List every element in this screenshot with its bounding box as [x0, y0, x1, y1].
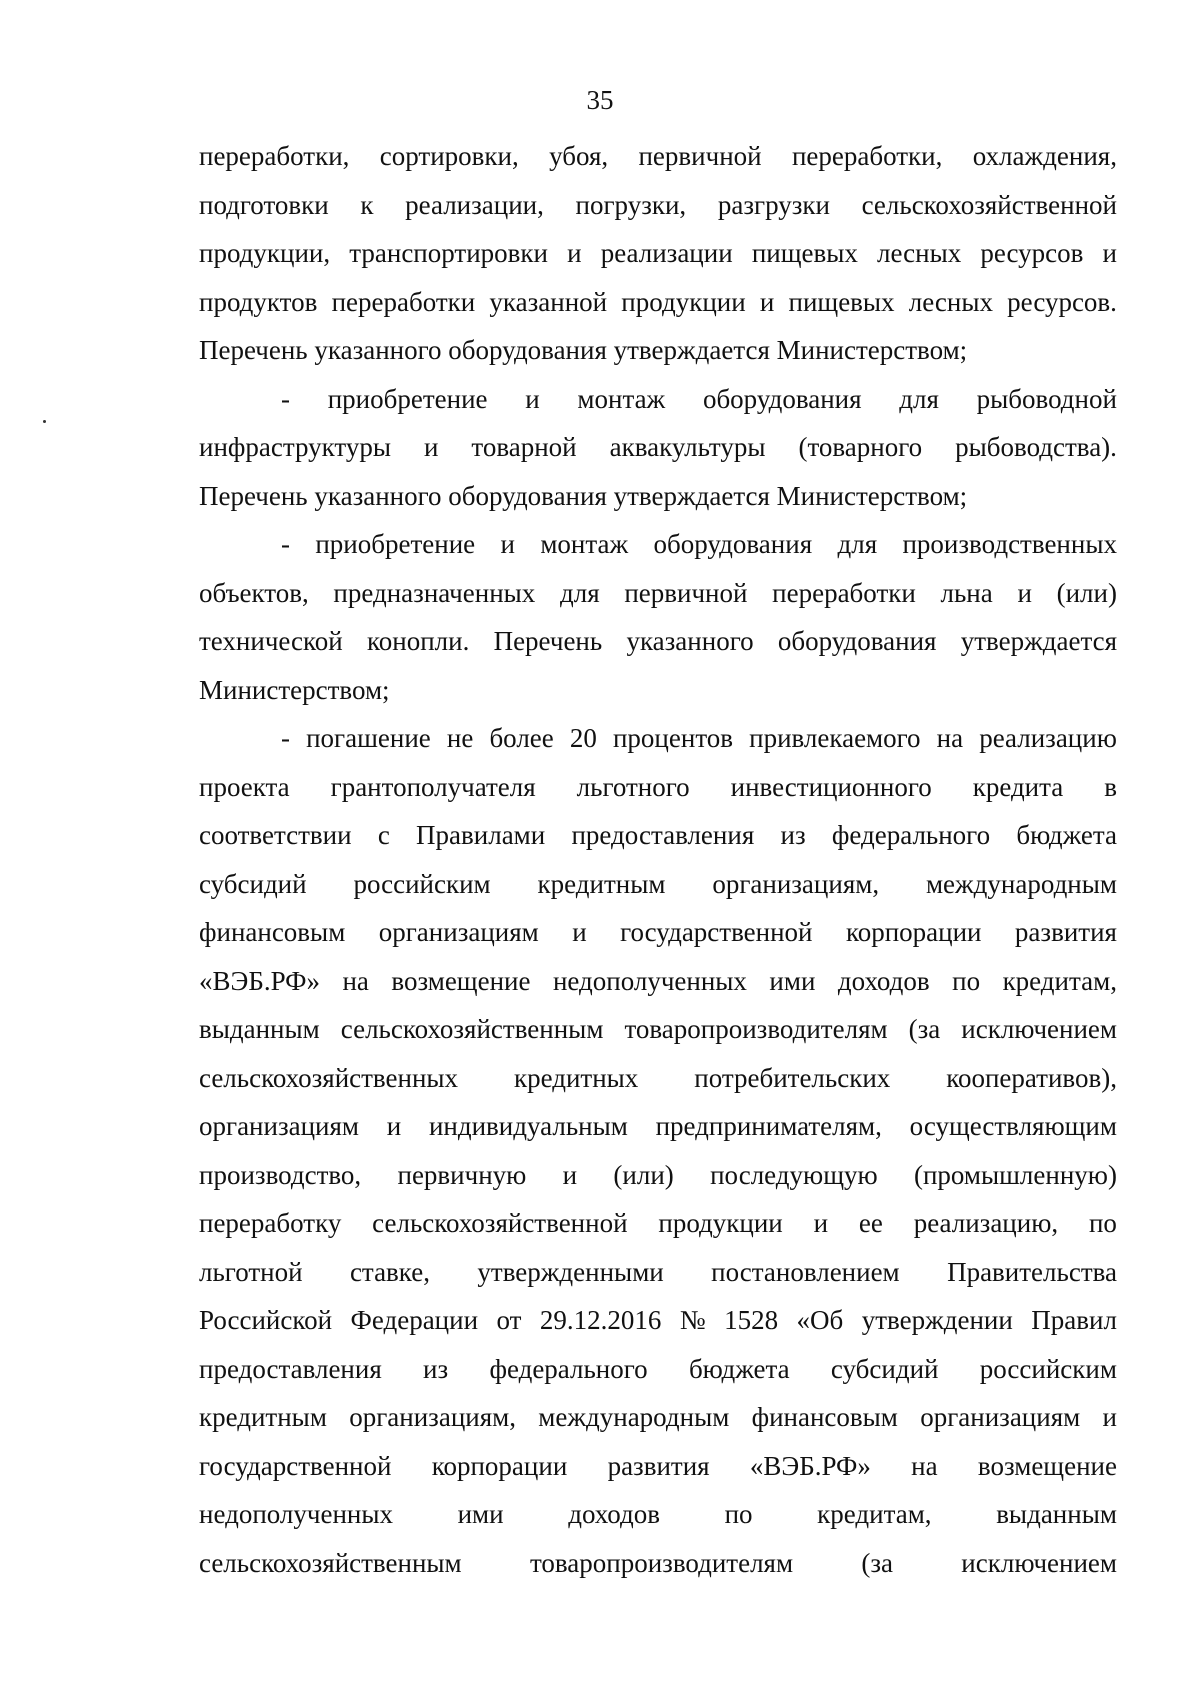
- word: российским: [353, 868, 491, 899]
- word: (товарного: [798, 432, 923, 462]
- word: государственной: [620, 917, 813, 947]
- text-line: [199, 1054, 1117, 1103]
- word: сельскохозяйственной: [372, 1208, 628, 1238]
- word: и: [562, 1159, 578, 1190]
- text-line: [199, 278, 1117, 327]
- word: предоставления: [199, 1353, 382, 1384]
- word: -: [281, 723, 290, 753]
- word: охлаждения,: [972, 141, 1117, 171]
- word: и: [1017, 577, 1032, 608]
- word: исключением: [961, 1547, 1117, 1578]
- text-line: [199, 1248, 1117, 1297]
- word: корпорации: [845, 917, 982, 947]
- text-line: [199, 1151, 1117, 1200]
- word: на: [342, 965, 369, 996]
- word: для: [560, 577, 600, 608]
- word: пищевых: [751, 238, 858, 268]
- text-line: [199, 1442, 1117, 1491]
- word: с: [377, 820, 390, 850]
- word: международным: [925, 868, 1117, 899]
- text-line: [199, 1296, 1117, 1345]
- word: недополученных: [552, 965, 747, 996]
- text-line: [199, 666, 1117, 715]
- word: переработки,: [199, 141, 350, 171]
- word: от: [496, 1305, 522, 1335]
- word: технической: [199, 626, 343, 656]
- text-line: [199, 520, 1117, 569]
- word: Правилами: [416, 820, 546, 850]
- text-line: [199, 908, 1117, 957]
- word: лесных: [908, 286, 993, 317]
- text-line: [199, 569, 1117, 618]
- word: монтаж: [540, 529, 629, 559]
- word: товаропроизводителям: [624, 1014, 888, 1044]
- word: возмещение: [977, 1450, 1117, 1481]
- word: организациям: [199, 1111, 360, 1141]
- word: развития: [1014, 917, 1117, 947]
- word: продукции: [621, 286, 746, 317]
- word: сельскохозяйственным: [199, 1547, 462, 1578]
- word: и: [386, 1111, 402, 1141]
- word: недополученных: [199, 1499, 393, 1529]
- text-line: [199, 860, 1117, 909]
- word: указанного: [626, 626, 754, 656]
- word: российским: [979, 1353, 1117, 1384]
- word: (промышленную): [913, 1159, 1117, 1190]
- body-text: [199, 132, 1117, 1587]
- word: монтаж: [577, 383, 666, 414]
- word: подготовки: [199, 189, 329, 220]
- word: утверждении: [861, 1305, 1013, 1335]
- word: Министерством;: [199, 674, 390, 705]
- word: ресурсов.: [1007, 286, 1117, 317]
- word: оборудования: [777, 626, 937, 656]
- word: убоя,: [549, 141, 609, 171]
- word: предназначенных: [333, 577, 536, 608]
- word: первичной: [638, 141, 762, 171]
- word: государственной: [199, 1450, 392, 1481]
- word: -: [281, 383, 290, 414]
- text-line: [199, 1199, 1117, 1248]
- word: предпринимателям,: [655, 1111, 882, 1141]
- word: к: [360, 189, 374, 220]
- word: ее: [858, 1208, 883, 1238]
- word: переработки,: [791, 141, 943, 171]
- word: реализации: [600, 238, 733, 268]
- word: товарной: [471, 432, 577, 462]
- word: ставке,: [349, 1256, 430, 1287]
- word: приобретение: [315, 529, 476, 559]
- word: продуктов: [199, 286, 318, 317]
- word: производство,: [199, 1159, 362, 1190]
- word: кредитам,: [817, 1499, 932, 1529]
- word: (или): [613, 1159, 674, 1190]
- text-line: [199, 375, 1117, 424]
- text-line: [199, 181, 1117, 230]
- word: льна: [940, 577, 993, 608]
- word: реализацию: [979, 723, 1117, 753]
- word: аквакультуры: [609, 432, 766, 462]
- word: и: [572, 917, 587, 947]
- word: потребительских: [694, 1062, 891, 1093]
- word: и: [423, 432, 439, 462]
- word: проекта: [199, 771, 290, 802]
- word: первичную: [397, 1159, 527, 1190]
- word: на: [936, 723, 964, 753]
- word: оборудования: [702, 383, 862, 414]
- word: постановлением: [711, 1256, 900, 1287]
- word: транспортировки: [349, 238, 548, 268]
- word: привлекаемого: [749, 723, 921, 753]
- word: ими: [457, 1499, 504, 1529]
- word: Правительства: [947, 1256, 1117, 1287]
- word: Перечень указанного оборудования утверждается Министерством;: [199, 335, 968, 365]
- word: производственных: [902, 529, 1117, 559]
- word: финансовым: [751, 1402, 898, 1432]
- text-line: [199, 957, 1117, 1006]
- word: реализацию,: [913, 1208, 1059, 1238]
- word: рыбоводства).: [955, 432, 1117, 462]
- word: не: [446, 723, 474, 753]
- word: разгрузки: [717, 189, 830, 220]
- word: и: [525, 383, 540, 414]
- word: конопли.: [367, 626, 470, 656]
- word: сельскохозяйственных: [199, 1062, 459, 1093]
- text-line: [199, 132, 1117, 181]
- word: (или): [1056, 577, 1117, 608]
- word: -: [281, 529, 290, 559]
- word: сортировки,: [379, 141, 519, 171]
- word: доходов: [568, 1499, 660, 1529]
- word: соответствии: [199, 820, 352, 850]
- text-line: [199, 1102, 1117, 1151]
- word: организациям: [378, 917, 539, 947]
- word: «ВЭБ.РФ»: [749, 1450, 871, 1481]
- word: осуществляющим: [909, 1111, 1117, 1141]
- word: организациям,: [349, 1402, 516, 1432]
- word: первичной: [624, 577, 748, 608]
- word: процентов: [612, 723, 734, 753]
- word: из: [780, 820, 806, 850]
- word: продукции,: [199, 238, 331, 268]
- word: «Об: [796, 1305, 844, 1335]
- word: кооперативов),: [946, 1062, 1117, 1093]
- word: переработку: [199, 1208, 342, 1238]
- word: организациям: [920, 1402, 1081, 1432]
- word: объектов,: [199, 577, 309, 608]
- word: Правил: [1031, 1305, 1117, 1335]
- word: выданным: [199, 1014, 320, 1044]
- word: грантополучателя: [330, 771, 536, 802]
- word: кредитным: [537, 868, 666, 899]
- word: выданным: [996, 1499, 1117, 1529]
- word: приобретение: [327, 383, 488, 414]
- word: для: [837, 529, 878, 559]
- text-line: [199, 1345, 1117, 1394]
- word: инвестиционного: [730, 771, 932, 802]
- word: финансовым: [199, 917, 346, 947]
- word: по: [1088, 1208, 1117, 1238]
- word: по: [724, 1499, 753, 1529]
- word: кредита: [972, 771, 1064, 802]
- word: Российской: [199, 1305, 333, 1335]
- word: ими: [769, 965, 816, 996]
- scan-speck: [43, 420, 46, 423]
- word: ресурсов: [980, 238, 1084, 268]
- word: и: [567, 238, 582, 268]
- text-line: [199, 763, 1117, 812]
- word: доходов: [837, 965, 930, 996]
- word: переработки: [331, 286, 476, 317]
- word: оборудования: [653, 529, 813, 559]
- word: для: [899, 383, 939, 414]
- word: сельскохозяйственным: [340, 1014, 604, 1044]
- word: предоставления: [571, 820, 755, 850]
- word: погашение: [306, 723, 431, 753]
- word: пищевых: [788, 286, 895, 317]
- word: №: [679, 1305, 706, 1335]
- word: кредитам,: [1002, 965, 1117, 996]
- word: утверждается: [960, 626, 1117, 656]
- text-line: [199, 811, 1117, 860]
- word: Федерации: [350, 1305, 479, 1335]
- word: организациям,: [712, 868, 880, 899]
- word: бюджета: [688, 1353, 790, 1384]
- word: и: [500, 529, 515, 559]
- text-line: [199, 1005, 1117, 1054]
- word: кредитных: [513, 1062, 639, 1093]
- word: льготного: [576, 771, 690, 802]
- word: (за: [908, 1014, 941, 1044]
- word: кредитным: [199, 1402, 327, 1432]
- word: и: [759, 286, 775, 317]
- word: льготной: [199, 1256, 303, 1287]
- word: товаропроизводителям: [529, 1547, 794, 1578]
- word: возмещение: [391, 965, 531, 996]
- word: субсидий: [199, 868, 307, 899]
- word: субсидий: [830, 1353, 939, 1384]
- word: переработки: [772, 577, 916, 608]
- word: по: [952, 965, 981, 996]
- word: лесных: [877, 238, 962, 268]
- text-line: [199, 472, 1117, 521]
- word: международным: [538, 1402, 730, 1432]
- word: федерального: [831, 820, 991, 850]
- text-line: [199, 1393, 1117, 1442]
- word: 1528: [724, 1305, 779, 1335]
- word: и: [1102, 1402, 1117, 1432]
- word: погрузки,: [575, 189, 687, 220]
- word: из: [423, 1353, 449, 1384]
- text-line: [199, 1539, 1117, 1588]
- word: на: [911, 1450, 938, 1481]
- word: исключением: [961, 1014, 1117, 1044]
- word: и: [813, 1208, 829, 1238]
- word: и: [1102, 238, 1117, 268]
- word: индивидуальным: [428, 1111, 628, 1141]
- page-number: 35: [586, 85, 614, 115]
- word: 29.12.2016: [539, 1305, 662, 1335]
- word: последующую: [710, 1159, 878, 1190]
- word: реализации,: [405, 189, 544, 220]
- word: рыбоводной: [976, 383, 1117, 414]
- word: более: [489, 723, 554, 753]
- word: Перечень указанного оборудования утверждается Министерством;: [199, 480, 968, 511]
- word: корпорации: [431, 1450, 568, 1481]
- word: в: [1104, 771, 1117, 802]
- word: указанной: [489, 286, 608, 317]
- text-line: [199, 229, 1117, 278]
- text-line: [199, 423, 1117, 472]
- text-line: [199, 1490, 1117, 1539]
- text-line: [199, 326, 1117, 375]
- text-line: [199, 714, 1117, 763]
- word: федерального: [489, 1353, 648, 1384]
- word: «ВЭБ.РФ»: [199, 965, 320, 996]
- word: 20: [569, 723, 597, 753]
- word: развития: [607, 1450, 710, 1481]
- word: продукции: [658, 1208, 783, 1238]
- word: сельскохозяйственной: [861, 189, 1117, 220]
- text-line: [199, 617, 1117, 666]
- word: инфраструктуры: [199, 432, 391, 462]
- word: утвержденными: [477, 1256, 664, 1287]
- word: (за: [861, 1547, 893, 1578]
- word: Перечень: [493, 626, 603, 656]
- word: бюджета: [1016, 820, 1117, 850]
